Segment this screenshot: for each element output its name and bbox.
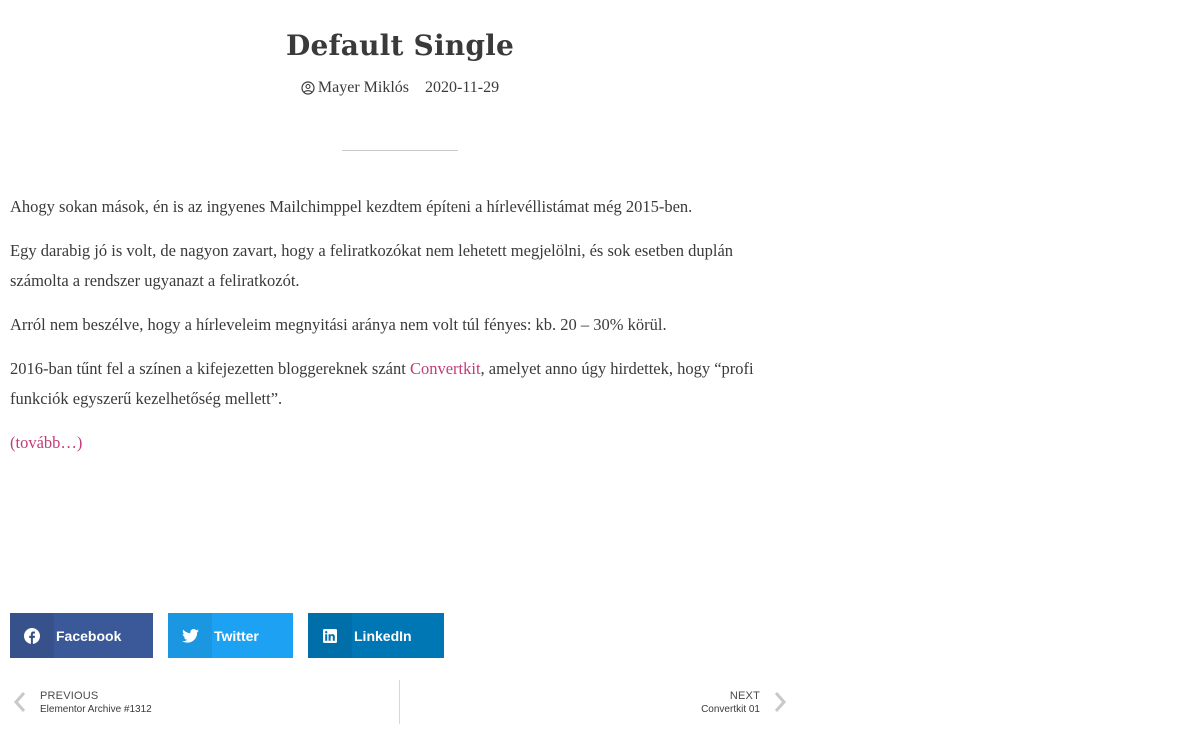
paragraph-4-text-after: , amelyet anno úgy hirdettek, hogy “profi funkciók egyszerű kezelhetőség mellett”. xyxy=(10,359,754,408)
post-navigation-separator xyxy=(399,680,400,724)
post-navigation xyxy=(10,680,790,724)
previous-post-link[interactable] xyxy=(10,680,152,724)
twitter-label: Twitter xyxy=(214,627,259,644)
facebook-label: Facebook xyxy=(56,627,122,644)
page-title: Default Single xyxy=(285,28,514,62)
next-post-text xyxy=(701,690,760,715)
next-post-title: Convertkit 01 xyxy=(701,703,760,715)
paragraph-1: Ahogy sokan mások, én is az ingyenes Mailchimppel kezdtem építeni a hírlevéllistámat még 2015-ben. xyxy=(10,197,693,216)
chevron-right-icon xyxy=(770,690,790,714)
chevron-left-icon xyxy=(10,690,30,714)
title-divider xyxy=(342,150,458,151)
post-author[interactable] xyxy=(301,79,409,97)
paragraph-4-text-before: 2016-ban tűnt fel a színen a kifejezetten bloggereknek szánt xyxy=(10,359,410,378)
previous-post-text xyxy=(40,690,152,715)
post-date[interactable]: 2020-11-29 xyxy=(425,79,500,96)
linkedin-share-button[interactable] xyxy=(308,613,444,658)
twitter-icon xyxy=(168,613,212,658)
next-label: NEXT xyxy=(729,689,760,702)
read-more-paragraph xyxy=(10,428,790,458)
convertkit-link[interactable]: Convertkit xyxy=(409,359,481,378)
next-post-link[interactable] xyxy=(701,680,790,724)
linkedin-label: LinkedIn xyxy=(354,627,412,644)
post-content xyxy=(10,192,790,472)
facebook-icon xyxy=(10,613,54,658)
user-circle-icon xyxy=(301,81,315,95)
paragraph-3: Arról nem beszélve, hogy a hírleveleim megnyitási aránya nem volt túl fényes: kb. 20 – 30% körül. xyxy=(10,315,667,334)
linkedin-icon xyxy=(308,613,352,658)
post-meta xyxy=(10,79,790,97)
paragraph-2: Egy darabig jó is volt, de nagyon zavart, hogy a feliratkozókat nem lehetett megjelölni, és sok esetben duplán számolta a rendszer ugyanazt a feliratkozót. xyxy=(10,241,734,290)
previous-post-title: Elementor Archive #1312 xyxy=(40,703,152,715)
share-buttons xyxy=(10,613,444,658)
twitter-share-button[interactable] xyxy=(168,613,293,658)
previous-label: PREVIOUS xyxy=(40,689,99,702)
read-more-link[interactable]: (tovább…) xyxy=(10,433,83,452)
paragraph-4 xyxy=(10,354,790,414)
author-name: Mayer Miklós xyxy=(317,79,410,96)
facebook-share-button[interactable] xyxy=(10,613,153,658)
